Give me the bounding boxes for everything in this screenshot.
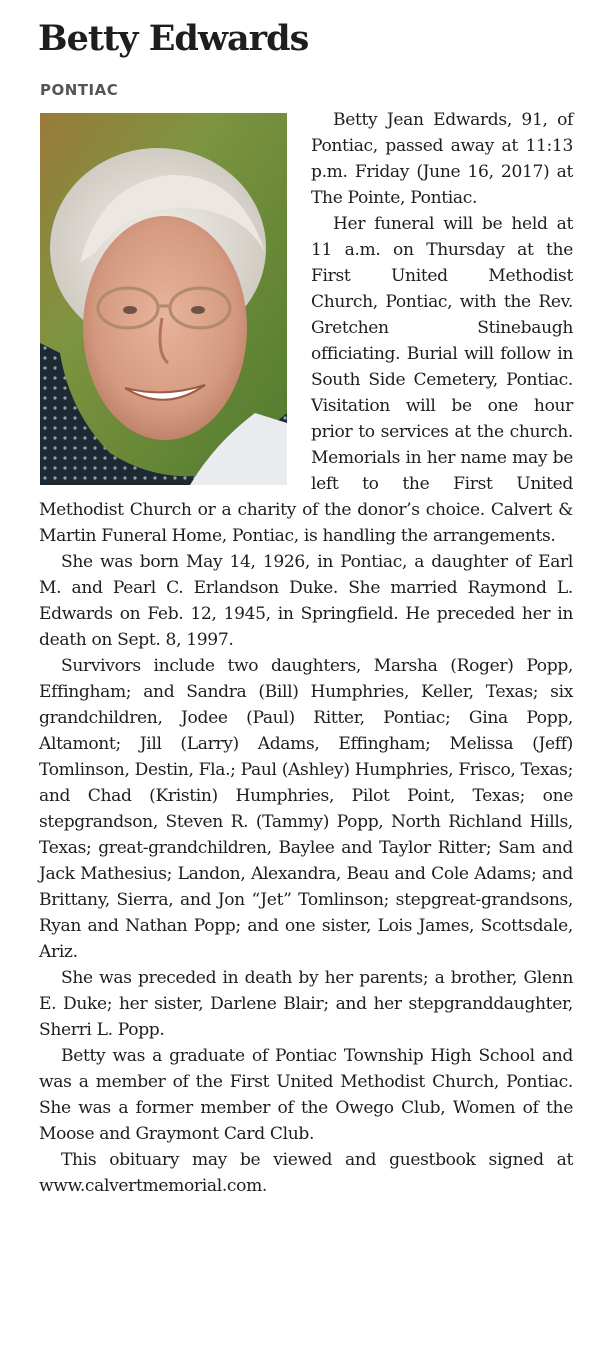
photo-wrap-spacer — [39, 107, 289, 491]
dateline: PONTIAC — [40, 81, 119, 99]
obituary-body — [39, 107, 573, 1199]
paragraph-biography: She was born May 14, 1926, in Pontiac, a daughter of Earl M. and Pearl C. Erlandson Duke. She married Raymond L. Edwards on Feb. 12, 1945, in Springfield. He preceded her in death on Sept. 8, 1997. — [39, 552, 573, 650]
obituary-headline: Betty Edwards — [38, 18, 309, 59]
paragraph-memberships: Betty was a graduate of Pontiac Township High School and was a member of the First United Methodist Church, Pontiac. She was a former member of the Owego Club, Women of the Moose and Graymont Card Club. — [39, 1046, 573, 1144]
paragraph-guestbook: This obituary may be viewed and guestbook signed at www.calvertmemorial.com. — [39, 1150, 573, 1196]
paragraph-funeral: Her funeral will be held at 11 a.m. on Thursday at the First United Methodist Church, Pontiac, with the Rev. Gretchen Stinebaugh officiating. Burial will follow in South Side Cemetery, Pontiac. Visitation will be one hour prior to services at the church. Memorials in her name may be left to the First United Methodist Church or a charity of the donor’s choice. Calvert & Martin Funeral Home, Pontiac, is handling the arrangements. — [39, 214, 573, 546]
paragraph-death-notice: Betty Jean Edwards, 91, of Pontiac, passed away at 11:13 p.m. Friday (June 16, 2017) at The Pointe, Pontiac. — [311, 110, 573, 208]
paragraph-survivors: Survivors include two daughters, Marsha (Roger) Popp, Effingham; and Sandra (Bill) Humphries, Keller, Texas; six grandchildren, Jodee (Paul) Ritter, Pontiac; Gina Popp, Altamont; Jill (Larry) Adams, Effingham; Melissa (Jeff) Tomlinson, Destin, Fla.; Paul (Ashley) Humphries, Frisco, Texas; and Chad (Kristin) Humphries, Pilot Point, Texas; one stepgrandson, Steven R. (Tammy) Popp, North Richland Hills, Texas; great-grandchildren, Baylee and Taylor Ritter; Sam and Jack Mathesius; Landon, Alexandra, Beau and Cole Adams; and Brittany, Sierra, and Jon “Jet” Tomlinson; stepgreat-grandsons, Ryan and Nathan Popp; and one sister, Lois James, Scottsdale, Ariz. — [39, 656, 574, 962]
paragraph-preceded: She was preceded in death by her parents; a brother, Glenn E. Duke; her sister, Darlene Blair; and her stepgranddaughter, Sherri L. Popp. — [39, 968, 573, 1040]
